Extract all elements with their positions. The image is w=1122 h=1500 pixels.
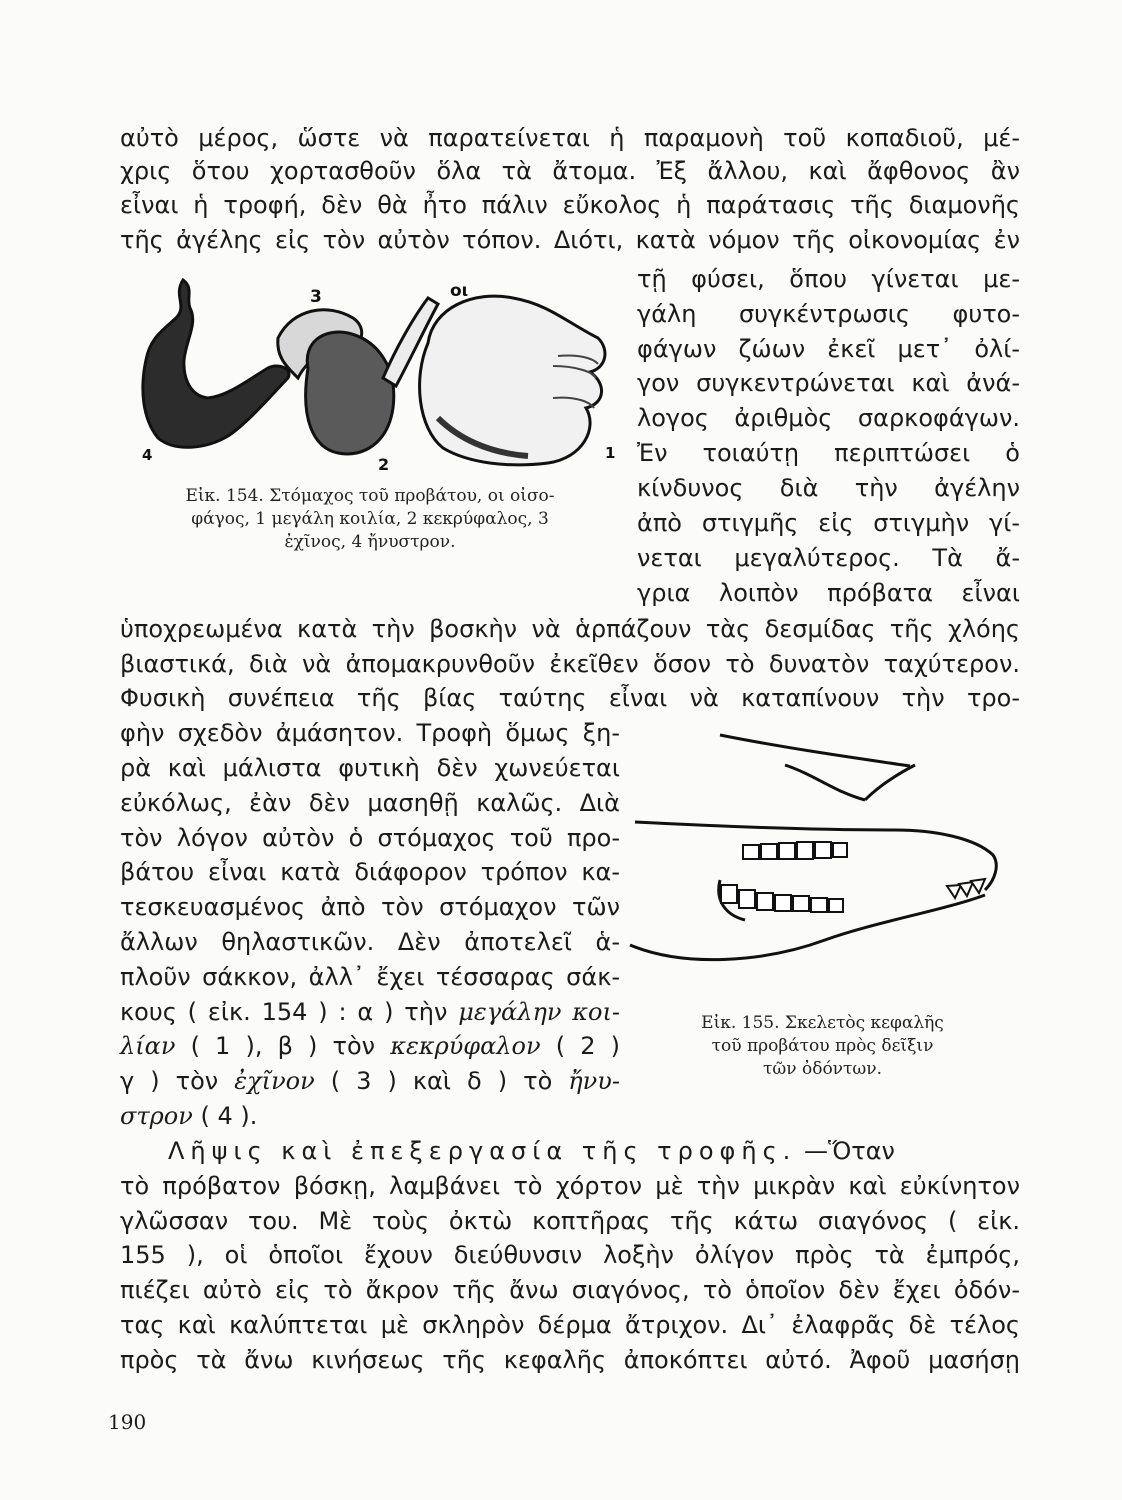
text-line: τὸ πρόβατον βόσκῃ, λαμβάνει τὸ χόρτον μὲ τὴν μικρὰν καὶ εὐκίνητον xyxy=(120,1172,1020,1200)
figure-label-rumen: 1 xyxy=(605,444,616,462)
figure-155-skull-illustration xyxy=(625,730,1005,975)
text-line: γον συγκεντρώνεται καὶ ἀνά- xyxy=(637,369,1020,397)
text-line: φάγων ζώων ἐκεῖ μετ᾽ ὀλί- xyxy=(637,335,1020,363)
text-line: αὐτὸ μέρος, ὥστε νὰ παρατείνεται ἡ παραμονὴ τοῦ κοπαδιοῦ, μέ- xyxy=(120,124,1020,152)
figure-label-omasum: 3 xyxy=(310,287,322,307)
text-line: γάλη συγκέντρωσις φυτο- xyxy=(637,300,1020,328)
text-line: στρον ( 4 ). xyxy=(120,1102,258,1130)
text-line: 155 ), οἱ ὁποῖοι ἔχουν διεύθυνσιν λοξὴν ὀλίγον πρὸς τὰ ἐμπρός, xyxy=(120,1241,1020,1269)
text-line: τεσκευασμένος ἀπὸ τὸν στόμαχον τῶν xyxy=(120,893,620,921)
rumen-shape xyxy=(420,296,605,465)
text-line: τας καὶ καλύπτεται μὲ σκληρὸν δέρμα ἄτριχον. Δι᾽ ἐλαφρᾶς δὲ τέλος xyxy=(120,1311,1020,1339)
figure-label-reticulum: 2 xyxy=(378,455,390,474)
text-line: πιέζει αὐτὸ εἰς τὸ ἄκρον τῆς ἄνω σιαγόνος, τὸ ὁποῖον δὲν ἔχει ὀδόν- xyxy=(120,1276,1020,1304)
text-line: γρια λοιπὸν πρόβατα εἶναι xyxy=(637,579,1020,607)
incisor-teeth xyxy=(947,879,985,898)
figure-label-esophagus: οι xyxy=(450,281,469,301)
figure-154-caption: Εἰκ. 154. Στόμαχος τοῦ προβάτου, οι οἰσο- φάγος, 1 μεγάλη κοιλία, 2 κεκρύφαλος, 3 ἐχῖνος, 4 ἤνυστρον. xyxy=(185,486,555,552)
text-line: βάτου εἶναι κατὰ διάφορον τρόπον κα- xyxy=(120,858,620,886)
text-line: εὐκόλως, ἐὰν δὲν μασηθῇ καλῶς. Διὰ xyxy=(120,789,620,817)
text-line: χρις ὅτου χορτασθοῦν ὅλα τὰ ἄτομα. Ἐξ ἄλλου, καὶ ἄφθονος ἂν xyxy=(120,157,1020,185)
text-line: ρὰ καὶ μάλιστα φυτικὴ δὲν χωνεύεται xyxy=(120,754,620,782)
text-line: Ἐν τοιαύτῃ περιπτώσει ὁ xyxy=(637,439,1020,467)
figure-154-stomach-illustration xyxy=(128,268,623,478)
abomasum-shape xyxy=(143,280,289,447)
text-line: κίνδυνος διὰ τὴν ἀγέλην xyxy=(637,474,1020,502)
figure-155-caption: Εἰκ. 155. Σκελετὸς κεφαλῆς τοῦ προβάτου πρὸς δεῖξιν τῶν ὀδόντων. xyxy=(701,1013,944,1079)
text-line: εἶναι ἡ τροφή, δὲν θὰ ἦτο πάλιν εὔκολος ἡ παράτασις τῆς διαμονῆς xyxy=(120,191,1020,219)
text-line: κους ( εἰκ. 154 ) : α ) τὴν μεγάλην κοι- xyxy=(120,998,620,1026)
text-line: πλοῦν σάκκον, ἀλλ᾽ ἔχει τέσσαρας σάκ- xyxy=(120,963,620,991)
text-line: Φυσικὴ συνέπεια τῆς βίας ταύτης εἶναι νὰ καταπίνουν τὴν τρο- xyxy=(120,684,1020,712)
text-line: ὑποχρεωμένα κατὰ τὴν βοσκὴν νὰ ἁρπάζουν τὰς δεσμίδας τῆς χλόης xyxy=(120,615,1020,643)
text-line: βιαστικά, διὰ νὰ ἀπομακρυνθοῦν ἐκεῖθεν ὅσον τὸ δυνατὸν ταχύτερον. xyxy=(120,650,1020,678)
text-line: πρὸς τὰ ἄνω κινήσεως τῆς κεφαλῆς ἀποκόπτει αὐτό. Ἀφοῦ μασήσῃ xyxy=(120,1346,1020,1374)
text-line: λίαν ( 1 ), β ) τὸν κεκρύφαλον ( 2 ) xyxy=(120,1032,620,1060)
text-line: τῆς ἀγέλης εἰς τὸν αὐτὸν τόπον. Διότι, κατὰ νόμον τῆς οἰκονομίας ἐν xyxy=(120,226,1020,254)
text-line: νεται μεγαλύτερος. Τὰ ἄ- xyxy=(637,544,1020,572)
text-line: φὴν σχεδὸν ἀμάσητον. Τροφὴ ὅμως ξη- xyxy=(120,719,620,747)
text-line: γ ) τὸν ἐχῖνον ( 3 ) καὶ δ ) τὸ ἤνυ- xyxy=(120,1067,620,1095)
section-heading-line: Λῆψις καὶ ἐπεξεργασία τῆς τροφῆς. —Ὅταν xyxy=(168,1137,895,1165)
text-line: λογος ἀριθμὸς σαρκοφάγων. xyxy=(637,404,1020,432)
figure-label-abomasum: 4 xyxy=(142,446,153,464)
text-line: τὸν λόγον αὐτὸν ὁ στόμαχος τοῦ προ- xyxy=(120,824,620,852)
page-number: 190 xyxy=(108,1410,147,1434)
text-line: ἄλλων θηλαστικῶν. Δὲν ἀποτελεῖ ἁ- xyxy=(120,928,620,956)
text-line: γλῶσσαν του. Μὲ τοὺς ὀκτὼ κοπτῆρας τῆς κάτω σιαγόνος ( εἰκ. xyxy=(120,1207,1020,1235)
text-line: τῇ φύσει, ὅπου γίνεται με- xyxy=(637,265,1020,293)
section-heading: Λῆψις καὶ ἐπεξεργασία τῆς τροφῆς. xyxy=(168,1137,797,1165)
reticulum-shape xyxy=(306,332,394,454)
text-line: ἀπὸ στιγμῆς εἰς στιγμὴν γί- xyxy=(637,509,1020,537)
molar-teeth xyxy=(721,842,847,912)
